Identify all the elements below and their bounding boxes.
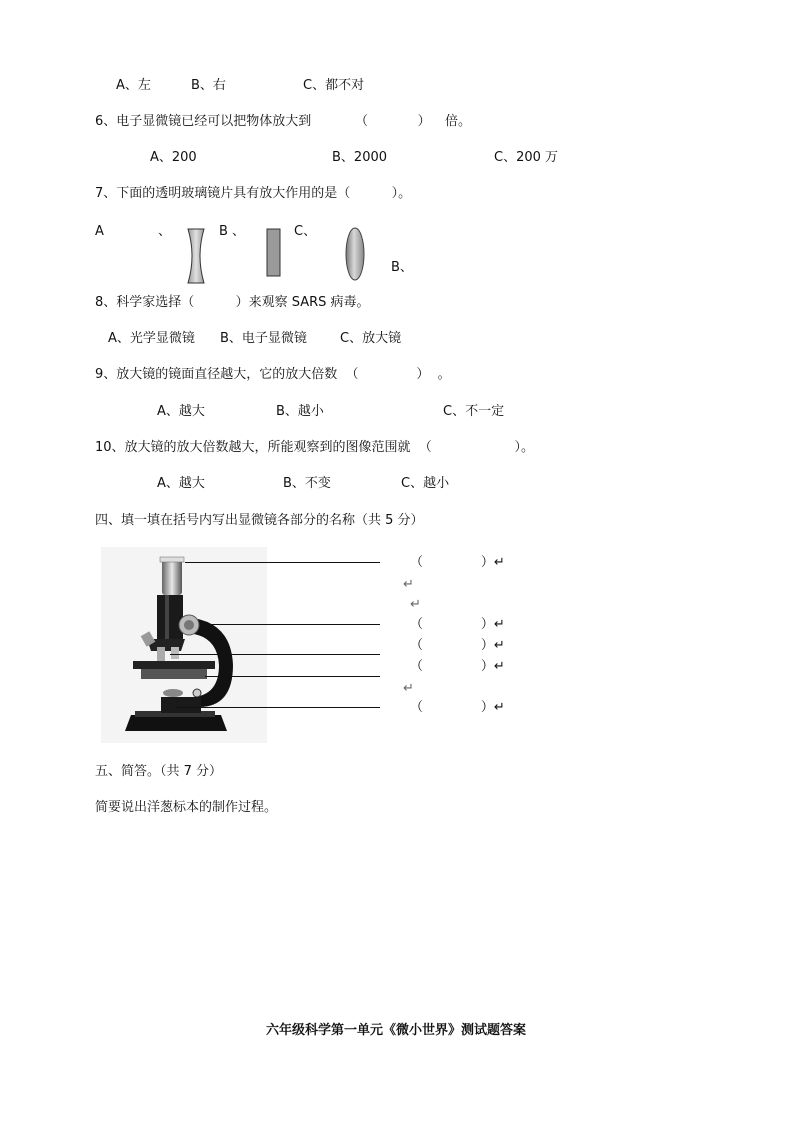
- q10-option-a: A、越大: [157, 476, 205, 491]
- q6-option-c: C、200 万: [494, 150, 559, 165]
- return-mark: ↵: [403, 681, 414, 696]
- q8-option-c: C、放大镜: [340, 331, 402, 346]
- return-mark: ↵: [410, 597, 421, 612]
- q8-option-b: B、电子显微镜: [220, 331, 307, 346]
- microscope-image: [101, 547, 267, 743]
- blank-eyepiece[interactable]: （ ）↵: [410, 555, 505, 570]
- q8-stem: 8、科学家选择（ ）来观察 SARS 病毒。: [95, 295, 370, 310]
- q6-option-b: B、2000: [332, 150, 388, 165]
- section5-title: 五、简答。（共 7 分）: [95, 764, 223, 779]
- q7-label-b: B 、: [219, 224, 246, 239]
- q6-tail: 倍。: [445, 114, 472, 129]
- q9-option-a: A、越大: [157, 404, 205, 419]
- leader-line-objective: [170, 654, 380, 655]
- return-mark: ↵: [403, 577, 414, 592]
- flat-glass-icon: [266, 228, 282, 278]
- q7-label-a-sep: 、: [158, 224, 172, 239]
- q7-label-b2: B、: [391, 260, 413, 275]
- q5-option-b: B、右: [191, 78, 226, 93]
- answer-key-title: 六年级科学第一单元《微小世界》测试题答案: [266, 1023, 527, 1038]
- q7-label-c: C、: [294, 224, 317, 239]
- q6-blank[interactable]: （ ）: [355, 114, 431, 129]
- q9-option-c: C、不一定: [443, 404, 505, 419]
- section5-question: 简要说出洋葱标本的制作过程。: [95, 800, 278, 815]
- q9-option-b: B、越小: [276, 404, 324, 419]
- q7-stem: 7、下面的透明玻璃镜片具有放大作用的是（ ）。: [95, 186, 412, 201]
- blank-objective[interactable]: （ ）↵: [410, 638, 505, 653]
- q7-label-a: A: [95, 224, 104, 239]
- leader-line-arm: [205, 624, 380, 625]
- q10-option-b: B、不变: [283, 476, 331, 491]
- convex-lens-icon: [344, 226, 366, 282]
- q5-option-c: C、都不对: [303, 78, 365, 93]
- blank-stage[interactable]: （ ）↵: [410, 659, 505, 674]
- q10-option-c: C、越小: [401, 476, 450, 491]
- section4-title: 四、填一填在括号内写出显微镜各部分的名称（共 5 分）: [95, 513, 424, 528]
- q6-stem: 6、电子显微镜已经可以把物体放大到: [95, 114, 312, 129]
- q5-option-a: A、左: [116, 78, 151, 93]
- leader-line-mirror: [175, 707, 380, 708]
- blank-mirror[interactable]: （ ）↵: [410, 700, 505, 715]
- q6-option-a: A、200: [150, 150, 197, 165]
- blank-arm[interactable]: （ ）↵: [410, 617, 505, 632]
- q10-stem: 10、放大镜的放大倍数越大，所能观察到的图像范围就 （ ）。: [95, 440, 534, 455]
- leader-line-eyepiece: [185, 562, 380, 563]
- leader-line-stage: [205, 676, 380, 677]
- q9-stem: 9、放大镜的镜面直径越大，它的放大倍数 （ ） 。: [95, 367, 451, 382]
- q8-option-a: A、光学显微镜: [108, 331, 195, 346]
- concave-lens-icon: [186, 228, 206, 284]
